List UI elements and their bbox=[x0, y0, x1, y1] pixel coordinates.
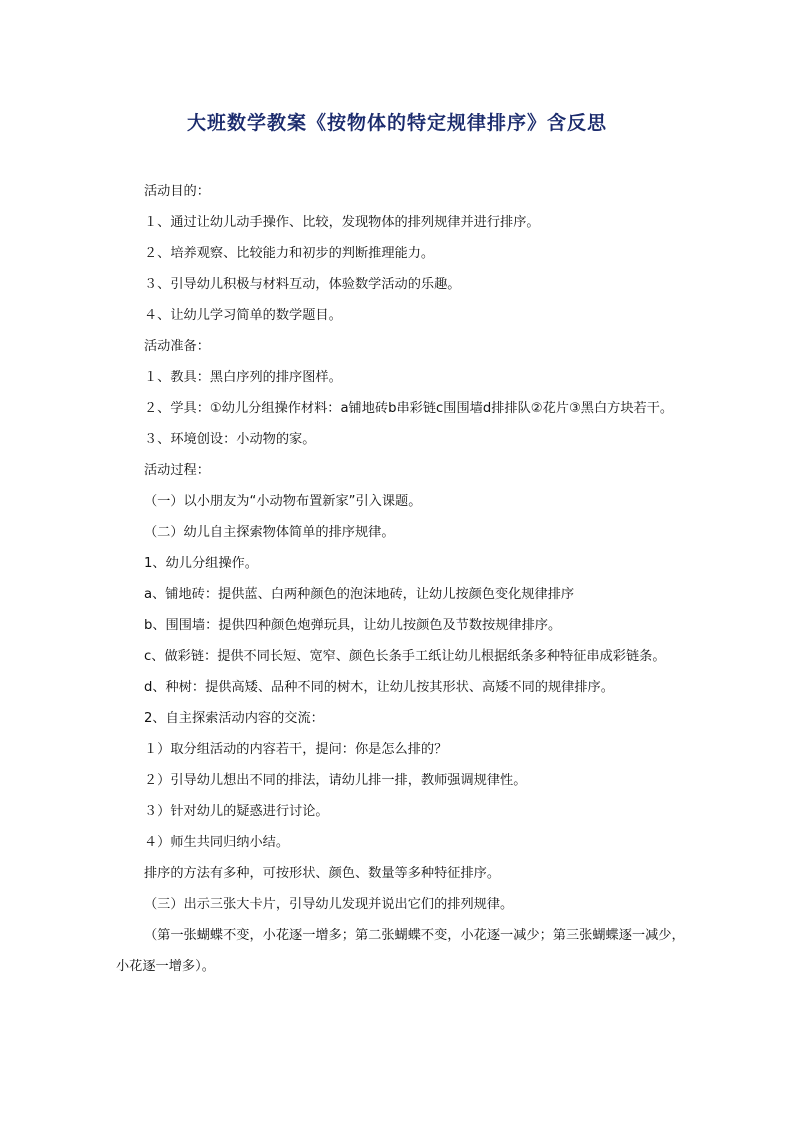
goal-item-2: ２、培养观察、比较能力和初步的判断推理能力。 bbox=[144, 246, 435, 261]
summary-text: 排序的方法有多种，可按形状、颜色、数量等多种特征排序。 bbox=[144, 866, 501, 881]
activity-item-b: b、围围墙：提供四种颜色炮弹玩具，让幼儿按颜色及节数按规律排序。 bbox=[144, 618, 562, 633]
process-step-2: （二）幼儿自主探索物体简单的排序规律。 bbox=[144, 525, 395, 540]
activity-item-c: c、做彩链：提供不同长短、宽窄、颜色长条手工纸让幼儿根据纸条多种特征串成彩链条。 bbox=[144, 649, 666, 664]
section-heading-preparation: 活动准备： bbox=[144, 339, 210, 354]
preparation-item-3: ３、环境创设：小动物的家。 bbox=[144, 432, 316, 447]
document-title: 大班数学教案《按物体的特定规律排序》含反思 bbox=[186, 112, 607, 134]
card-description: （第一张蝴蝶不变，小花逐一增多；第二张蝴蝶不变，小花逐一减少；第三张蝴蝶逐一减少，小花逐一增多）。 bbox=[116, 928, 685, 974]
document-body bbox=[116, 176, 686, 982]
section-heading-process: 活动过程： bbox=[144, 463, 210, 478]
goal-item-1: １、通过让幼儿动手操作、比较，发现物体的排列规律并进行排序。 bbox=[144, 215, 540, 230]
preparation-item-1: １、教具：黑白序列的排序图样。 bbox=[144, 370, 342, 385]
process-substep-2: 2、自主探索活动内容的交流： bbox=[144, 711, 324, 726]
process-step-3: （三）出示三张大卡片，引导幼儿发现并说出它们的排列规律。 bbox=[144, 897, 514, 912]
preparation-item-2: ２、学具：①幼儿分组操作材料：a铺地砖b串彩链c围围墙d排排队②花片③黑白方块若干。 bbox=[144, 401, 674, 416]
activity-item-d: d、种树：提供高矮、品种不同的树木，让幼儿按其形状、高矮不同的规律排序。 bbox=[144, 680, 614, 695]
section-heading-goals: 活动目的： bbox=[144, 184, 210, 199]
goal-item-3: ３、引导幼儿积极与材料互动，体验数学活动的乐趣。 bbox=[144, 277, 461, 292]
process-step-1: （一）以小朋友为“小动物布置新家”引入课题。 bbox=[144, 494, 422, 509]
exchange-item-2: ２）引导幼儿想出不同的排法，请幼儿排一排，教师强调规律性。 bbox=[144, 773, 527, 788]
exchange-item-1: １）取分组活动的内容若干，提问：你是怎么排的？ bbox=[144, 742, 448, 757]
process-substep-1: 1、幼儿分组操作。 bbox=[144, 556, 258, 571]
exchange-item-3: ３）针对幼儿的疑惑进行讨论。 bbox=[144, 804, 329, 819]
activity-item-a: a、铺地砖：提供蓝、白两种颜色的泡沫地砖，让幼儿按颜色变化规律排序 bbox=[144, 587, 575, 602]
goal-item-4: ４、让幼儿学习简单的数学题目。 bbox=[144, 308, 342, 323]
exchange-item-4: ４）师生共同归纳小结。 bbox=[144, 835, 290, 850]
